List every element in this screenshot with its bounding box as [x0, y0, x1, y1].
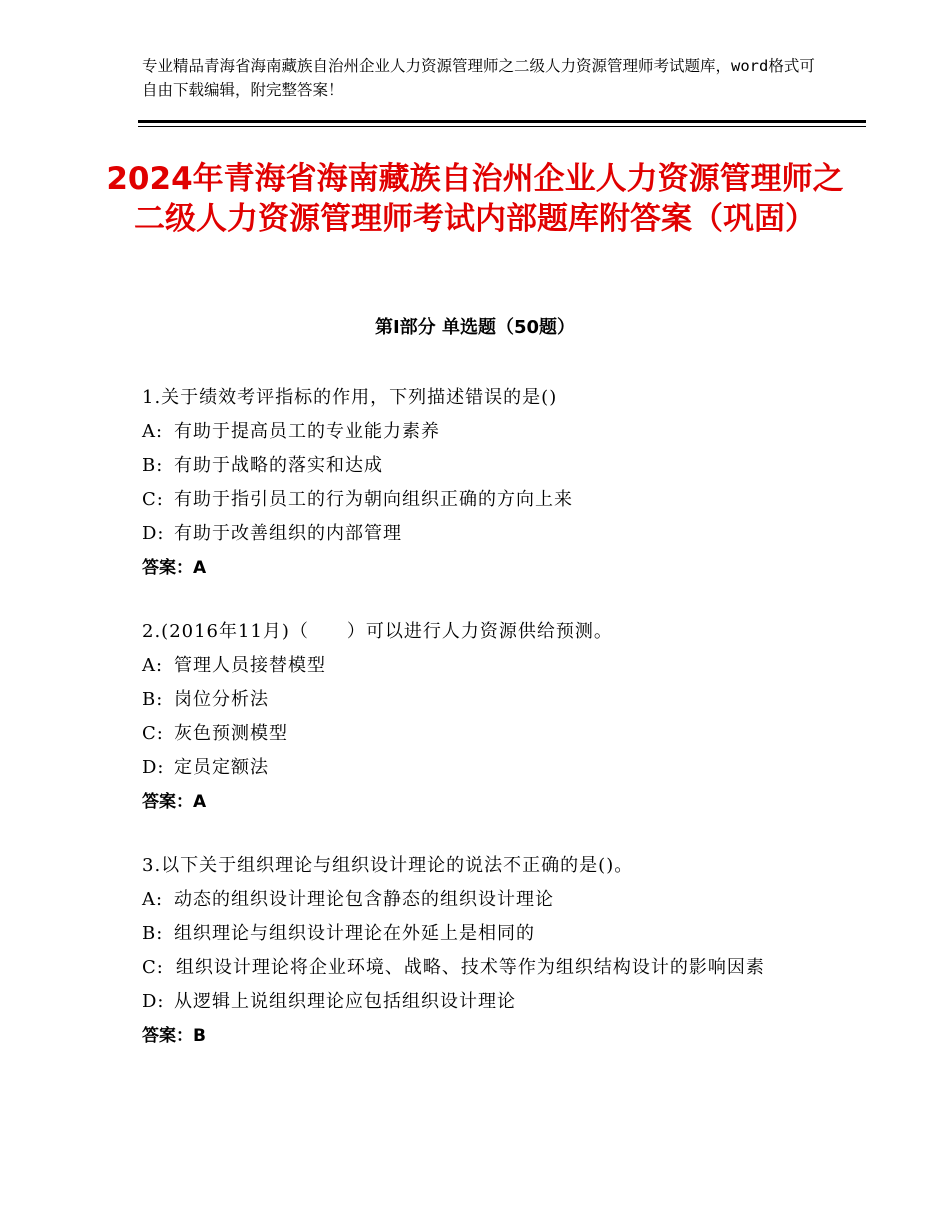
- option-b: [142, 449, 822, 483]
- option-text: 从逻辑上说组织理论应包括组织设计理论: [174, 991, 516, 1012]
- option-text: 有助于改善组织的内部管理: [174, 523, 402, 544]
- option-text: 组织理论与组织设计理论在外延上是相同的: [174, 923, 535, 944]
- answer: 答案：B: [142, 1026, 206, 1046]
- option-text: 有助于指引员工的行为朝向组织正确的方向上来: [174, 489, 573, 510]
- option-text: 岗位分析法: [174, 689, 269, 710]
- question-3: [142, 849, 822, 1053]
- option-letter: C:: [142, 723, 164, 744]
- option-d: [142, 985, 822, 1019]
- option-text: 灰色预测模型: [174, 723, 288, 744]
- option-letter: B:: [142, 689, 164, 710]
- option-a: [142, 649, 822, 683]
- question-list: [142, 381, 822, 1083]
- option-a: [142, 883, 822, 917]
- answer: 答案：A: [142, 558, 207, 578]
- option-text: 动态的组织设计理论包含静态的组织设计理论: [174, 889, 554, 910]
- option-letter: D:: [142, 757, 165, 778]
- option-text: 有助于战略的落实和达成: [174, 455, 383, 476]
- section-title: 第Ⅰ部分 单选题（50题）: [374, 317, 575, 338]
- option-letter: D:: [142, 523, 165, 544]
- option-b: [142, 917, 822, 951]
- option-text: 管理人员接替模型: [174, 655, 326, 676]
- question-stem: 1.关于绩效考评指标的作用，下列描述错误的是(): [142, 387, 558, 408]
- question-1: [142, 381, 822, 585]
- option-letter: A:: [142, 655, 164, 676]
- header-divider-thin: [138, 126, 866, 127]
- option-letter: B:: [142, 923, 164, 944]
- option-d: [142, 751, 822, 785]
- option-d: [142, 517, 822, 551]
- option-a: [142, 415, 822, 449]
- header-note: 专业精品青海省海南藏族自治州企业人力资源管理师之二级人力资源管理师考试题库，word格式可自由下载编辑，附完整答案！: [142, 57, 815, 99]
- option-letter: A:: [142, 889, 164, 910]
- question-stem: 3.以下关于组织理论与组织设计理论的说法不正确的是()。: [142, 855, 634, 876]
- option-c: [142, 717, 822, 751]
- option-text: 有助于提高员工的专业能力素养: [174, 421, 440, 442]
- option-letter: C:: [142, 957, 164, 978]
- question-2: [142, 615, 822, 819]
- option-c: [142, 483, 822, 517]
- option-letter: D:: [142, 991, 165, 1012]
- option-b: [142, 683, 822, 717]
- document-title: 2024年青海省海南藏族自治州企业人力资源管理师之二级人力资源管理师考试内部题库附答案（巩固）: [106, 161, 844, 237]
- option-letter: B:: [142, 455, 164, 476]
- question-stem: 2.(2016年11月)（ ）可以进行人力资源供给预测。: [142, 621, 613, 642]
- option-c: [142, 951, 822, 985]
- answer: 答案：A: [142, 792, 207, 812]
- option-text: 组织设计理论将企业环境、战略、技术等作为组织结构设计的影响因素: [175, 957, 765, 978]
- option-text: 定员定额法: [174, 757, 269, 778]
- header-divider-thick: [138, 120, 866, 123]
- option-letter: C:: [142, 489, 164, 510]
- option-letter: A:: [142, 421, 164, 442]
